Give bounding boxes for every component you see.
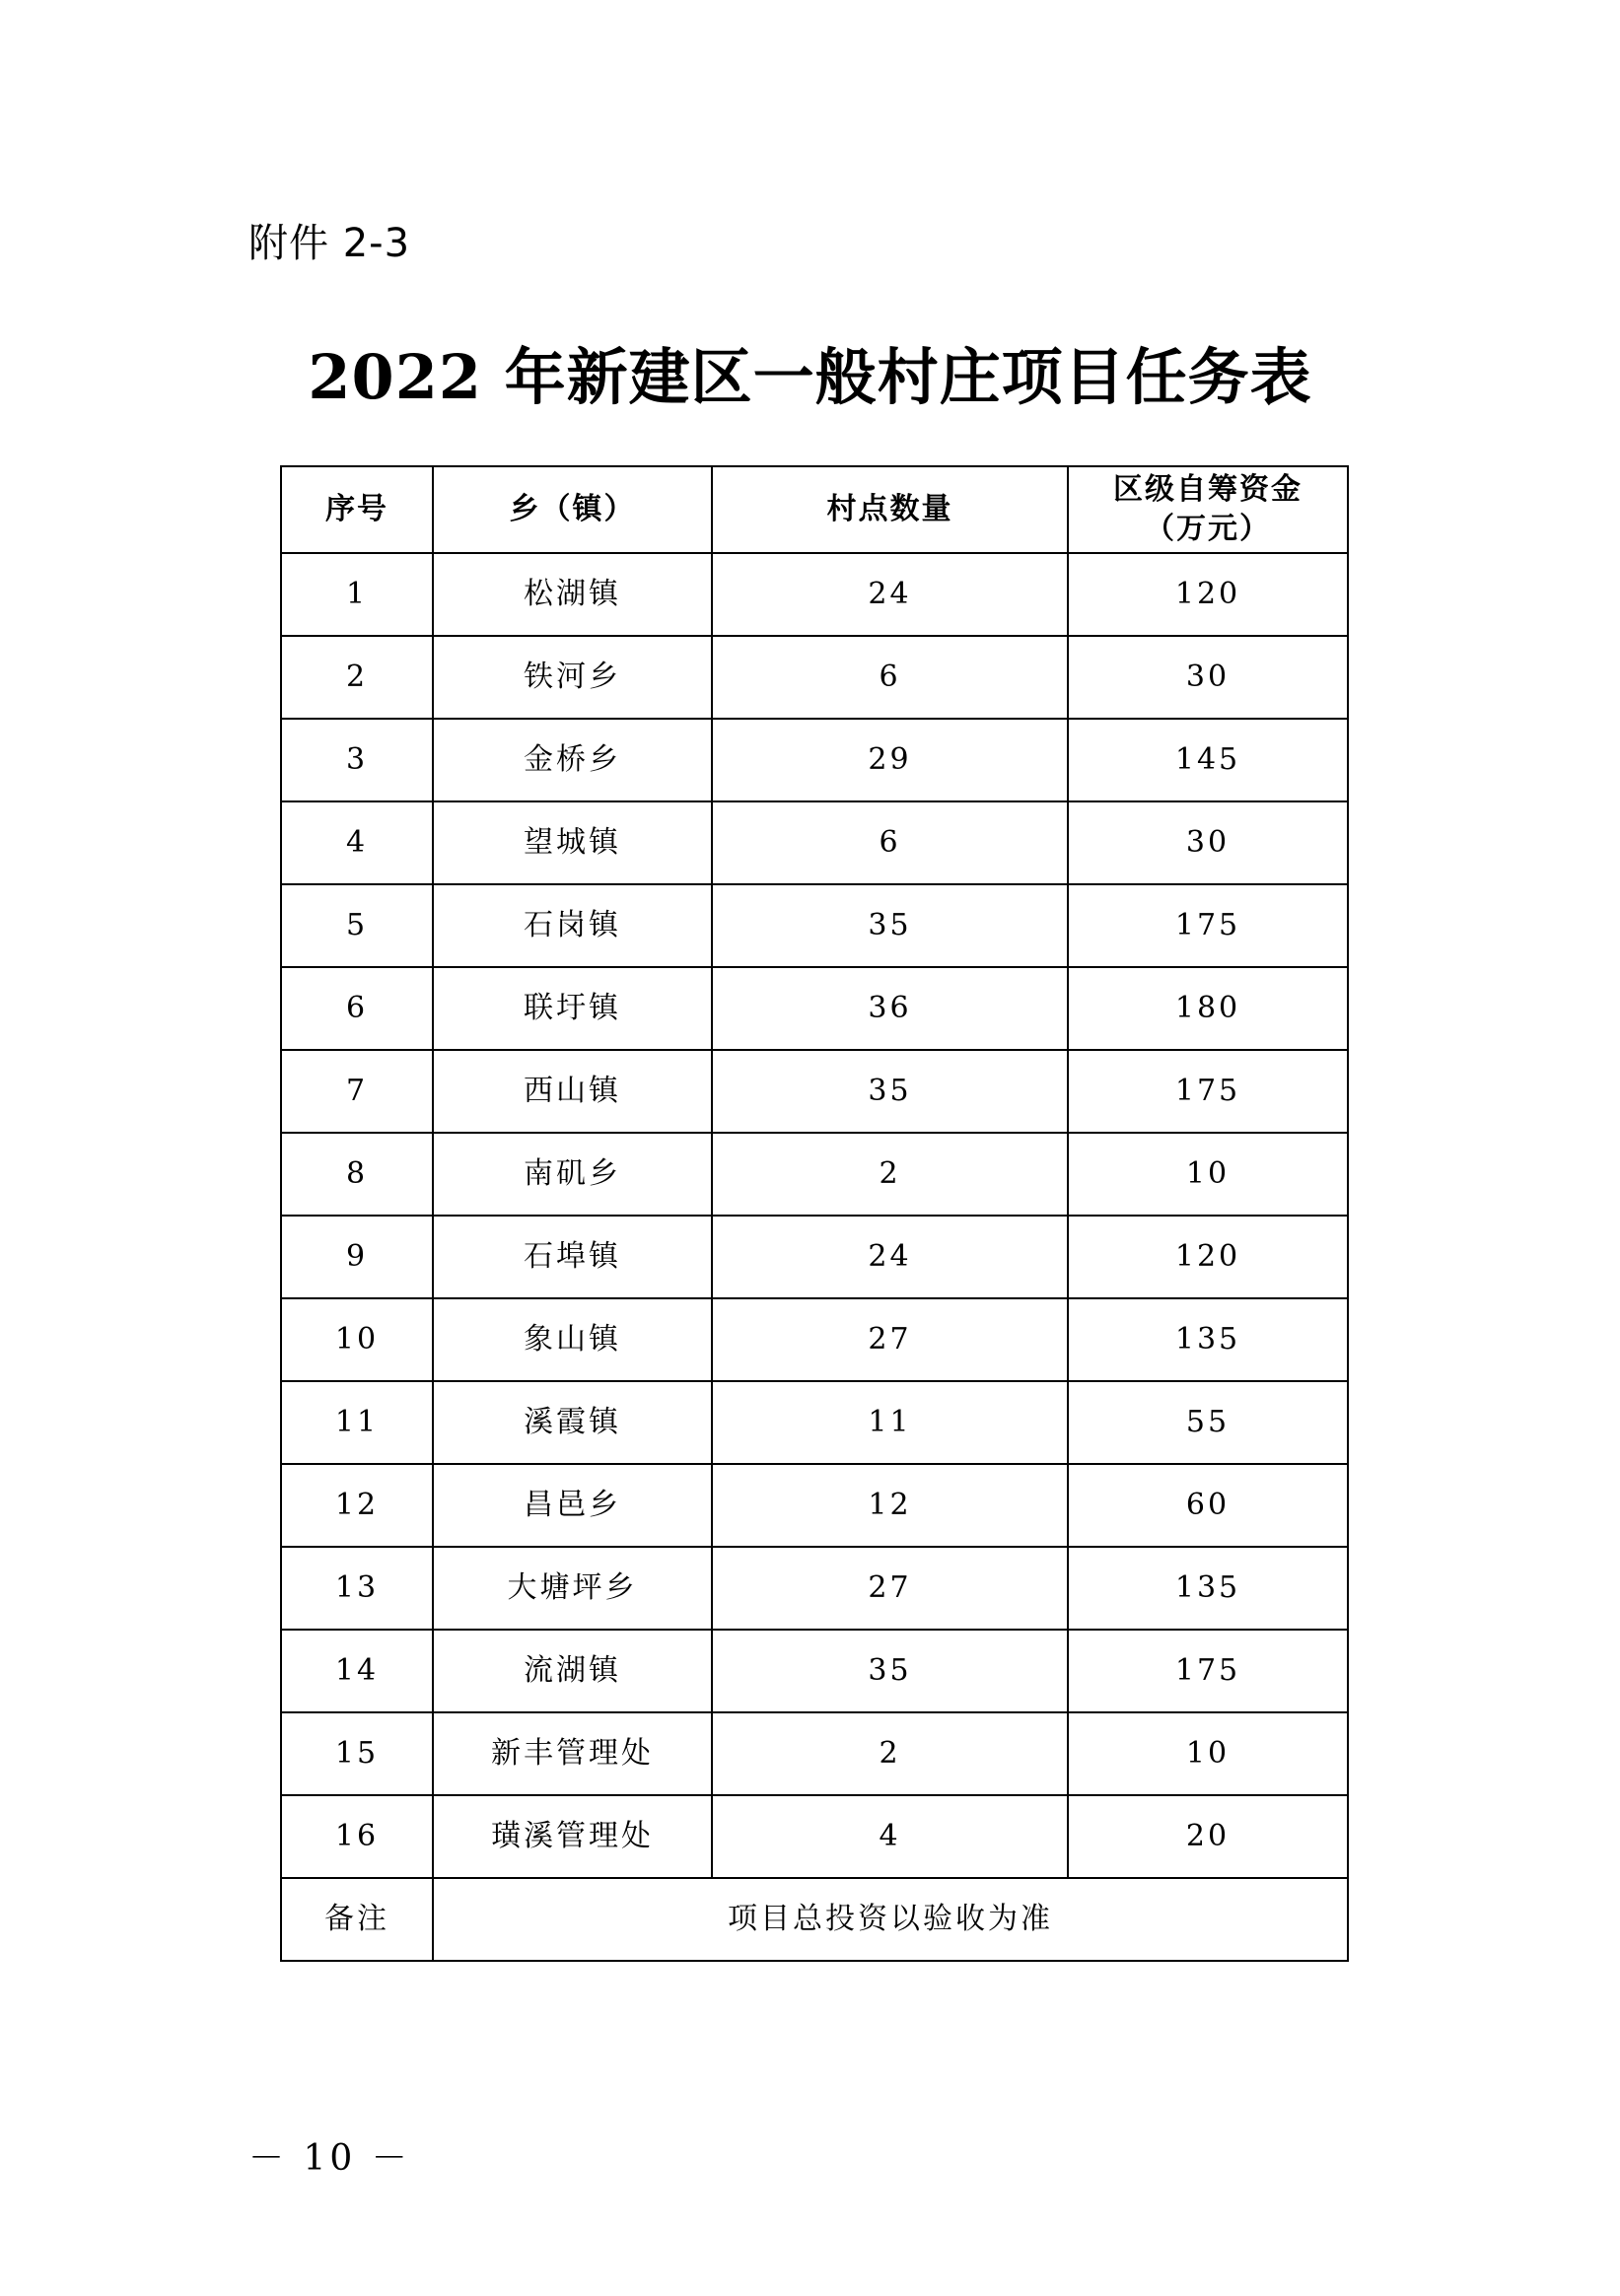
header-index: 序号 (281, 466, 433, 553)
cell-village-count: 35 (712, 884, 1068, 967)
cell-funds: 135 (1068, 1547, 1348, 1630)
cell-village-count: 4 (712, 1795, 1068, 1878)
cell-index: 15 (281, 1712, 433, 1795)
cell-funds: 55 (1068, 1381, 1348, 1464)
cell-funds: 175 (1068, 1050, 1348, 1133)
table-row (281, 1381, 1348, 1464)
cell-index: 7 (281, 1050, 433, 1133)
cell-town: 松湖镇 (433, 553, 712, 636)
table-row (281, 1298, 1348, 1381)
document-title: 2022 年新建区一般村庄项目任务表 (308, 341, 1312, 413)
header-funds-line1: 区级自筹资金 (1113, 472, 1303, 507)
table-row (281, 636, 1348, 719)
table-header-row (281, 466, 1348, 553)
page-number: － 10 － (248, 2138, 411, 2179)
header-funds (1068, 466, 1348, 553)
cell-village-count: 11 (712, 1381, 1068, 1464)
cell-village-count: 2 (712, 1712, 1068, 1795)
cell-town: 联圩镇 (433, 967, 712, 1050)
cell-funds: 20 (1068, 1795, 1348, 1878)
cell-town: 望城镇 (433, 801, 712, 884)
cell-index: 5 (281, 884, 433, 967)
cell-town: 南矶乡 (433, 1133, 712, 1216)
cell-index: 2 (281, 636, 433, 719)
cell-village-count: 6 (712, 801, 1068, 884)
cell-index: 3 (281, 719, 433, 801)
cell-index: 9 (281, 1216, 433, 1298)
cell-funds: 145 (1068, 719, 1348, 801)
cell-village-count: 29 (712, 719, 1068, 801)
cell-town: 璜溪管理处 (433, 1795, 712, 1878)
cell-funds: 120 (1068, 1216, 1348, 1298)
cell-funds: 180 (1068, 967, 1348, 1050)
header-funds-line2: （万元） (1145, 512, 1271, 546)
cell-village-count: 24 (712, 553, 1068, 636)
header-village-count: 村点数量 (712, 466, 1068, 553)
cell-village-count: 36 (712, 967, 1068, 1050)
cell-village-count: 35 (712, 1050, 1068, 1133)
cell-town: 溪霞镇 (433, 1381, 712, 1464)
cell-village-count: 27 (712, 1298, 1068, 1381)
cell-village-count: 24 (712, 1216, 1068, 1298)
cell-funds: 175 (1068, 884, 1348, 967)
table-row (281, 1050, 1348, 1133)
table-row (281, 553, 1348, 636)
table-row (281, 1133, 1348, 1216)
cell-town: 石埠镇 (433, 1216, 712, 1298)
cell-town: 象山镇 (433, 1298, 712, 1381)
cell-village-count: 12 (712, 1464, 1068, 1547)
cell-town: 金桥乡 (433, 719, 712, 801)
remark-row (281, 1878, 1348, 1961)
cell-funds: 10 (1068, 1712, 1348, 1795)
cell-index: 6 (281, 967, 433, 1050)
cell-funds: 10 (1068, 1133, 1348, 1216)
table-row (281, 1795, 1348, 1878)
table-row (281, 1712, 1348, 1795)
cell-funds: 135 (1068, 1298, 1348, 1381)
cell-funds: 30 (1068, 801, 1348, 884)
cell-index: 1 (281, 553, 433, 636)
cell-index: 13 (281, 1547, 433, 1630)
task-table (280, 465, 1349, 1962)
remark-text: 项目总投资以验收为准 (433, 1878, 1348, 1961)
cell-funds: 175 (1068, 1630, 1348, 1712)
cell-index: 4 (281, 801, 433, 884)
table-row (281, 884, 1348, 967)
cell-town: 新丰管理处 (433, 1712, 712, 1795)
remark-label: 备注 (281, 1878, 433, 1961)
cell-village-count: 6 (712, 636, 1068, 719)
table-row (281, 801, 1348, 884)
cell-town: 昌邑乡 (433, 1464, 712, 1547)
cell-index: 10 (281, 1298, 433, 1381)
attachment-label: 附件 2-3 (248, 221, 411, 266)
cell-village-count: 35 (712, 1630, 1068, 1712)
cell-town: 流湖镇 (433, 1630, 712, 1712)
cell-index: 11 (281, 1381, 433, 1464)
cell-funds: 120 (1068, 553, 1348, 636)
table-row (281, 1464, 1348, 1547)
header-town: 乡（镇） (433, 466, 712, 553)
table-row (281, 967, 1348, 1050)
cell-village-count: 27 (712, 1547, 1068, 1630)
cell-index: 12 (281, 1464, 433, 1547)
cell-town: 大塘坪乡 (433, 1547, 712, 1630)
table-row (281, 1216, 1348, 1298)
cell-town: 西山镇 (433, 1050, 712, 1133)
table-row (281, 1630, 1348, 1712)
cell-village-count: 2 (712, 1133, 1068, 1216)
table-row (281, 719, 1348, 801)
cell-index: 8 (281, 1133, 433, 1216)
cell-town: 铁河乡 (433, 636, 712, 719)
cell-index: 16 (281, 1795, 433, 1878)
table-row (281, 1547, 1348, 1630)
cell-funds: 60 (1068, 1464, 1348, 1547)
cell-index: 14 (281, 1630, 433, 1712)
cell-funds: 30 (1068, 636, 1348, 719)
cell-town: 石岗镇 (433, 884, 712, 967)
